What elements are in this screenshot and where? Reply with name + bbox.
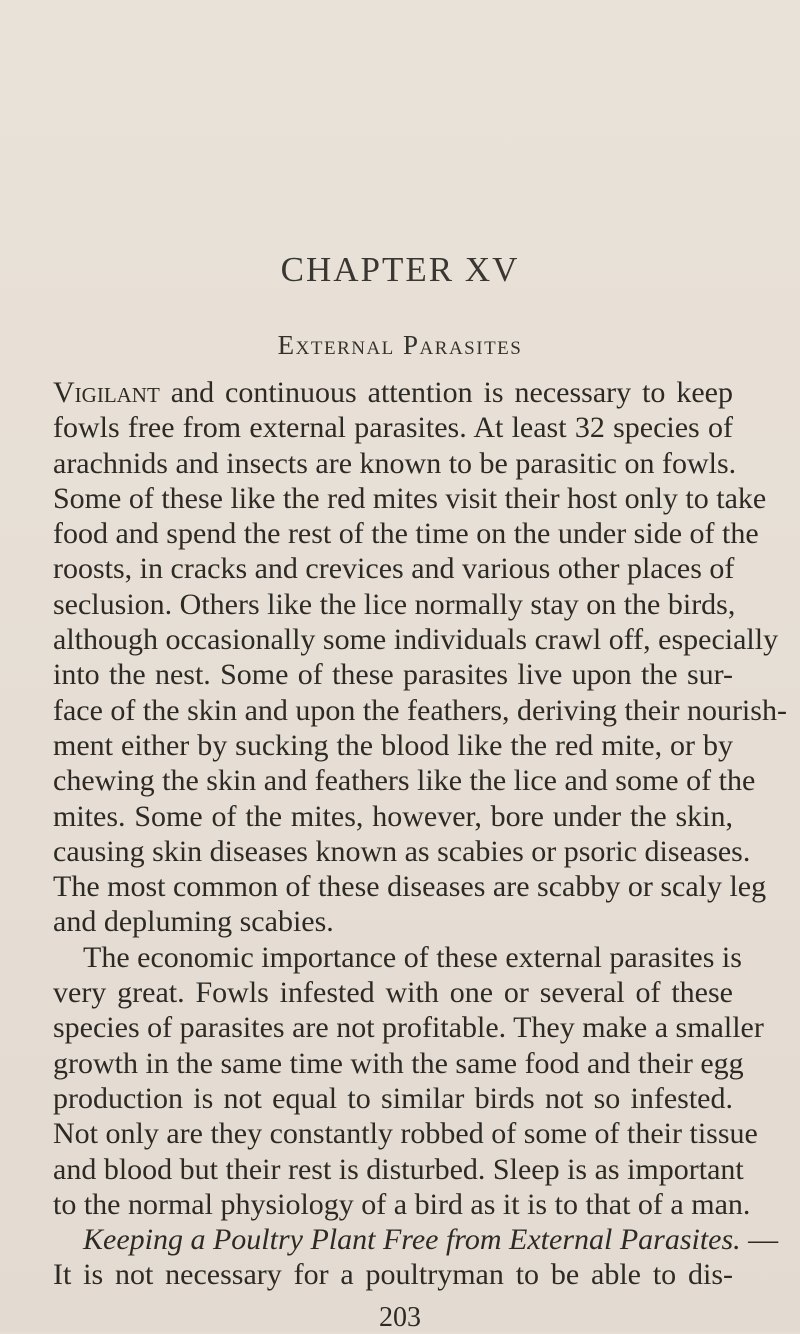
text-line <box>53 693 787 728</box>
chapter-heading: CHAPTER XV <box>280 250 520 289</box>
text-line <box>53 446 737 481</box>
line-text: seclusion. Others like the lice normally stay on the birds, <box>53 587 736 621</box>
lead-word: Vigilant <box>53 376 160 409</box>
text-line <box>53 728 733 763</box>
line-text: face of the skin and upon the feathers, deriving their nourish- <box>53 693 787 727</box>
text-line <box>53 904 733 939</box>
text-line <box>53 834 751 869</box>
line-text: into the nest. Some of these parasites live upon the sur- <box>53 658 733 692</box>
text-line <box>53 1046 744 1081</box>
line-text: causing skin diseases known as scabies or psoric diseases. <box>53 834 751 868</box>
text-line <box>53 410 733 445</box>
text-line <box>53 551 733 586</box>
section-run-in-heading: Keeping a Poultry Plant Free from External Parasites. <box>83 1223 741 1257</box>
line-text: very great. Fowls infested with one or several of these <box>53 976 733 1010</box>
text-line <box>53 587 736 622</box>
text-line <box>53 1010 764 1045</box>
line-text: roosts, in cracks and crevices and various other places of <box>53 552 735 586</box>
line-text: mites. Some of the mites, however, bore under the skin, <box>53 799 733 833</box>
text-line <box>53 1116 758 1151</box>
body-text <box>53 375 787 1293</box>
text-line <box>53 763 756 798</box>
text-line <box>53 1187 751 1222</box>
line-text: although occasionally some individuals crawl off, especially <box>53 623 779 657</box>
text-line <box>53 622 779 657</box>
line-text: — <box>740 1223 779 1257</box>
text-line <box>53 1081 733 1116</box>
line-text: and blood but their rest is disturbed. Sleep is as important <box>53 1152 744 1186</box>
line-text: and continuous attention is necessary to keep <box>159 376 733 409</box>
text-line <box>53 1257 733 1292</box>
page-number: 203 <box>379 1302 421 1333</box>
line-text: The most common of these diseases are scabby or scaly leg <box>53 870 767 904</box>
line-text: ment either by sucking the blood like the red mite, or by <box>53 728 733 762</box>
chapter-title: External Parasites <box>277 330 523 360</box>
line-text: fowls free from external parasites. At least 32 species of <box>53 411 733 445</box>
text-line <box>53 799 733 834</box>
text-line <box>53 975 733 1010</box>
text-line <box>53 481 767 516</box>
line-text: The economic importance of these external parasites is <box>83 940 742 974</box>
text-line <box>53 516 759 551</box>
line-text: species of parasites are not profitable. They make a smaller <box>53 1011 764 1045</box>
line-text: food and spend the rest of the time on the under side of the <box>53 517 759 551</box>
line-text: arachnids and insects are known to be parasitic on fowls. <box>53 446 737 480</box>
line-text: growth in the same time with the same food and their egg <box>53 1046 744 1080</box>
line-text: chewing the skin and feathers like the lice and some of the <box>53 764 756 798</box>
line-text: It is not necessary for a poultryman to be able to dis- <box>53 1258 733 1292</box>
text-line <box>53 375 733 410</box>
line-text: and depluming scabies. <box>53 905 334 939</box>
line-text: Not only are they constantly robbed of some of their tissue <box>53 1117 758 1151</box>
text-line <box>53 940 742 975</box>
line-text: Some of these like the red mites visit their host only to take <box>53 481 767 515</box>
line-text: to the normal physiology of a bird as it is to that of a man. <box>53 1187 751 1221</box>
line-text: production is not equal to similar birds not so infested. <box>53 1081 733 1115</box>
text-line <box>53 869 767 904</box>
text-line <box>53 1222 779 1257</box>
text-line <box>53 657 733 692</box>
text-line <box>53 1152 744 1187</box>
